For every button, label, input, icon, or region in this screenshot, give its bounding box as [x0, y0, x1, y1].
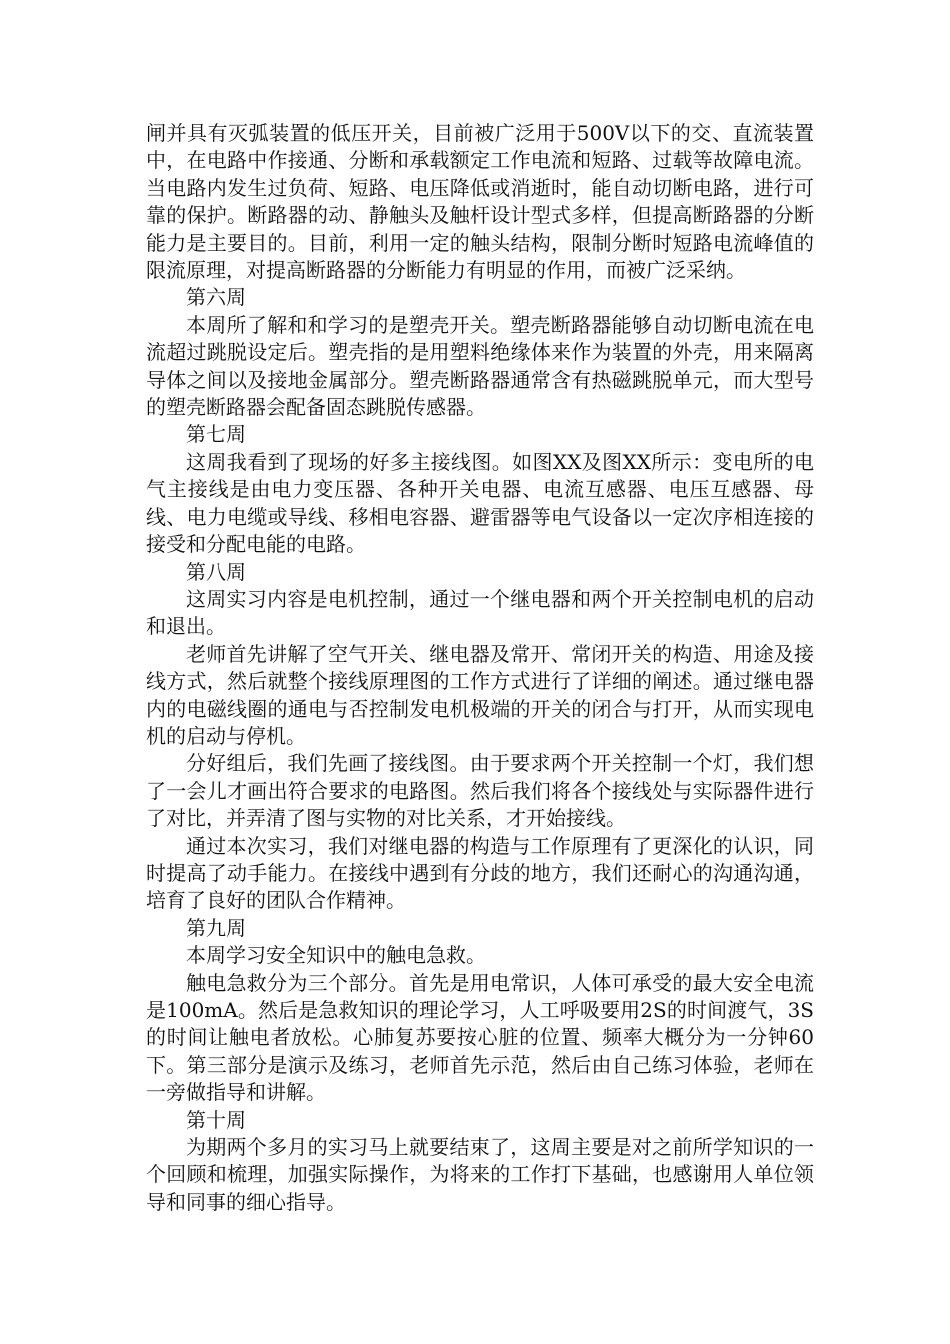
paragraph: 通过本次实习，我们对继电器的构造与工作原理有了更深化的认识，同时提高了动手能力。在接线中遇到有分歧的地方，我们还耐心的沟通沟通，培育了良好的团队合作精神。 [146, 833, 814, 913]
paragraph: 这周实习内容是电机控制，通过一个继电器和两个开关控制电机的启动和退出。 [146, 586, 814, 639]
section-heading: 第九周 [186, 915, 246, 940]
paragraph: 触电急救分为三个部分。首先是用电常识，人体可承受的最大安全电流是100mA。然后是急救知识的理论学习，人工呼吸要用2S的时间渡气，3S的时间让触电者放松。心肺复苏要按心脏的位置、频率大概分为一分钟60下。第三部分是演示及练习，老师首先示范，然后由自己练习体验，老师在一旁做指导和讲解。 [146, 970, 814, 1105]
paragraph: 本周所了解和和学习的是塑壳开关。塑壳断路器能够自动切断电流在电流超过跳脱设定后。塑壳指的是用塑料绝缘体来作为装置的外壳，用来隔离导体之间以及接地金属部分。塑壳断路器通常含有热磁跳脱单元，而大型号的塑壳断路器会配备固态跳脱传感器。 [146, 312, 814, 420]
paragraph: 老师首先讲解了空气开关、继电器及常开、常闭开关的构造、用途及接线方式，然后就整个接线原理图的工作方式进行了详细的阐述。通过继电器内的电磁线圈的通电与否控制发电机极端的开关的闭合与打开，从而实现电机的启动与停机。 [146, 641, 814, 748]
section-heading: 第七周 [186, 422, 246, 447]
section-heading: 第六周 [186, 285, 246, 310]
paragraph: 分好组后，我们先画了接线图。由于要求两个开关控制一个灯，我们想了一会儿才画出符合要求的电路图。然后我们将各个接线处与实际器件进行了对比，并弄清了图与实物的对比关系，才开始接线。 [146, 751, 814, 831]
section-heading: 第十周 [186, 1107, 246, 1132]
paragraph: 闸并具有灭弧装置的低压开关，目前被广泛用于500V以下的交、直流装置中，在电路中作接通、分断和承载额定工作电流和短路、过载等故障电流。当电路内发生过负荷、短路、电压降低或消逝时，能自动切断电路，进行可靠的保护。断路器的动、静触头及触杆设计型式多样，但提高断路器的分断能力是主要目的。目前，利用一定的触头结构，限制分断时短路电流峰值的限流原理，对提高断路器的分断能力有明显的作用，而被广泛采纳。 [146, 121, 814, 283]
paragraph: 本周学习安全知识中的触电急救。 [186, 943, 486, 968]
paragraph: 为期两个多月的实习马上就要结束了，这周主要是对之前所学知识的一个回顾和梳理，加强实际操作，为将来的工作打下基础，也感谢用人单位领导和同事的细心指导。 [146, 1135, 814, 1214]
section-heading: 第八周 [186, 559, 246, 584]
paragraph: 这周我看到了现场的好多主接线图。如图XX及图XX所示：变电所的电气主接线是由电力变压器、各种开关电器、电流互感器、电压互感器、母线、电力电缆或导线、移相电容器、避雷器等电气设备以一定次序相连接的接受和分配电能的电路。 [146, 449, 814, 557]
document-body [146, 120, 814, 1216]
